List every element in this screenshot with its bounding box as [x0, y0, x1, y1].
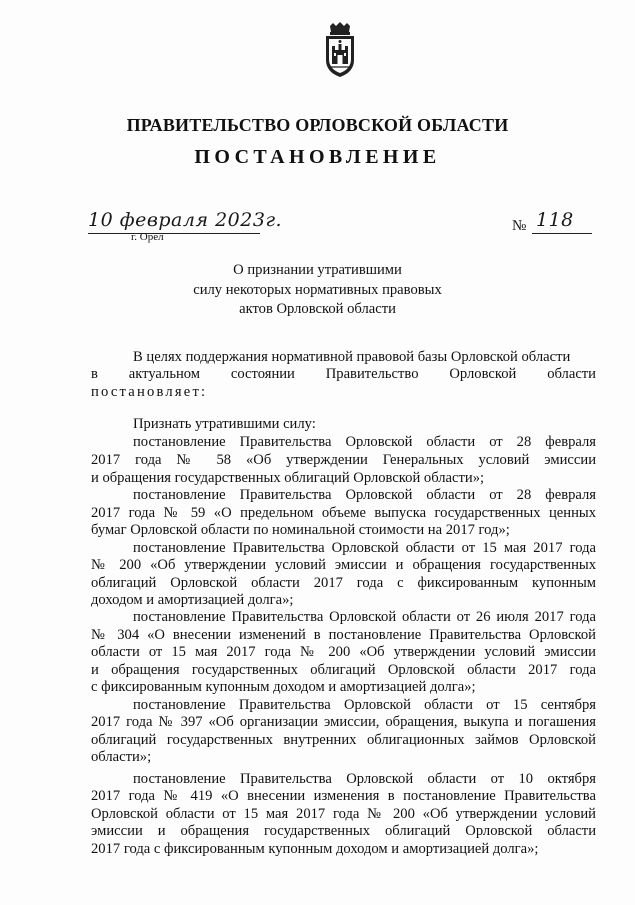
clause-line: и обращения государственных облигаций Орловской области»;	[91, 470, 485, 486]
clause-line: постановление Правительства Орловской области от 26 июля 2017 года	[133, 609, 596, 625]
clause-line: постановление Правительства Орловской области от 15 мая 2017 года	[133, 540, 596, 556]
clause-line: 2017 года № 419 «О внесении изменения в постановление Правительства	[91, 788, 596, 804]
resolves-word: постановляет:	[91, 384, 208, 400]
intro-line: в актуальном состоянии Правительство Орловской области	[91, 366, 596, 382]
clause-line: постановление Правительства Орловской области от 15 сентября	[133, 697, 596, 713]
number-underline	[532, 233, 592, 234]
subject-line: О признании утратившими	[233, 262, 402, 278]
clause-line: и обращения государственных облигаций Орловской области 2017 года	[91, 662, 596, 678]
subject-line: силу некоторых нормативных правовых	[193, 282, 442, 298]
recognize-line: Признать утратившими силу:	[133, 416, 316, 432]
clause-line: № 200 «Об утверждении условий эмиссии и обращения государственных	[91, 557, 596, 573]
document-type-heading: ПОСТАНОВЛЕНИЕ	[194, 146, 441, 168]
subject-line: актов Орловской области	[239, 301, 396, 317]
clause-line: области от 15 мая 2017 года № 200 «Об утверждении условий эмиссии	[91, 644, 596, 660]
clause-line: 2017 года № 397 «Об организации эмиссии, обращения, выкупа и погашения	[91, 714, 596, 730]
clause-line: облигаций государственных внутренних облигационных займов Орловской	[91, 732, 596, 748]
clause-line: области»;	[91, 749, 152, 765]
document-city: г. Орёл	[131, 231, 164, 243]
clause-line: постановление Правительства Орловской области от 28 февраля	[133, 434, 596, 450]
document-number: 118	[536, 209, 574, 231]
clause-line: с фиксированным купонным доходом и амортизацией долга»;	[91, 679, 476, 695]
clause-line: эмиссии и обращения государственных облигаций Орловской области	[91, 823, 596, 839]
coat-of-arms-icon	[321, 22, 359, 78]
intro-line: В целях поддержания нормативной правовой базы Орловской области	[133, 349, 571, 365]
clause-line: бумаг Орловской области по номинальной стоимости на 2017 год»;	[91, 522, 510, 538]
clause-line: 2017 года № 59 «О предельном объеме выпуска государственных ценных	[91, 505, 596, 521]
clause-line: 2017 года № 58 «Об утверждении Генеральных условий эмиссии	[91, 452, 596, 468]
clause-line: 2017 года с фиксированным купонным доходом и амортизацией долга»;	[91, 841, 539, 857]
clause-line: № 304 «О внесении изменений в постановление Правительства Орловской	[91, 627, 596, 643]
clause-line: облигаций Орловской области 2017 года с фиксированным купонным	[91, 575, 596, 591]
organization-title: ПРАВИТЕЛЬСТВО ОРЛОВСКОЙ ОБЛАСТИ	[126, 115, 509, 135]
number-label: №	[512, 218, 527, 234]
clause-line: Орловской области от 15 мая 2017 года № 200 «Об утверждении условий	[91, 806, 596, 822]
clause-line: доходом и амортизацией долга»;	[91, 592, 294, 608]
clause-line: постановление Правительства Орловской области от 28 февраля	[133, 487, 596, 503]
clause-line: постановление Правительства Орловской области от 10 октября	[133, 771, 596, 787]
date-underline	[88, 233, 260, 234]
document-date: 10 февраля 2023г.	[88, 209, 283, 231]
